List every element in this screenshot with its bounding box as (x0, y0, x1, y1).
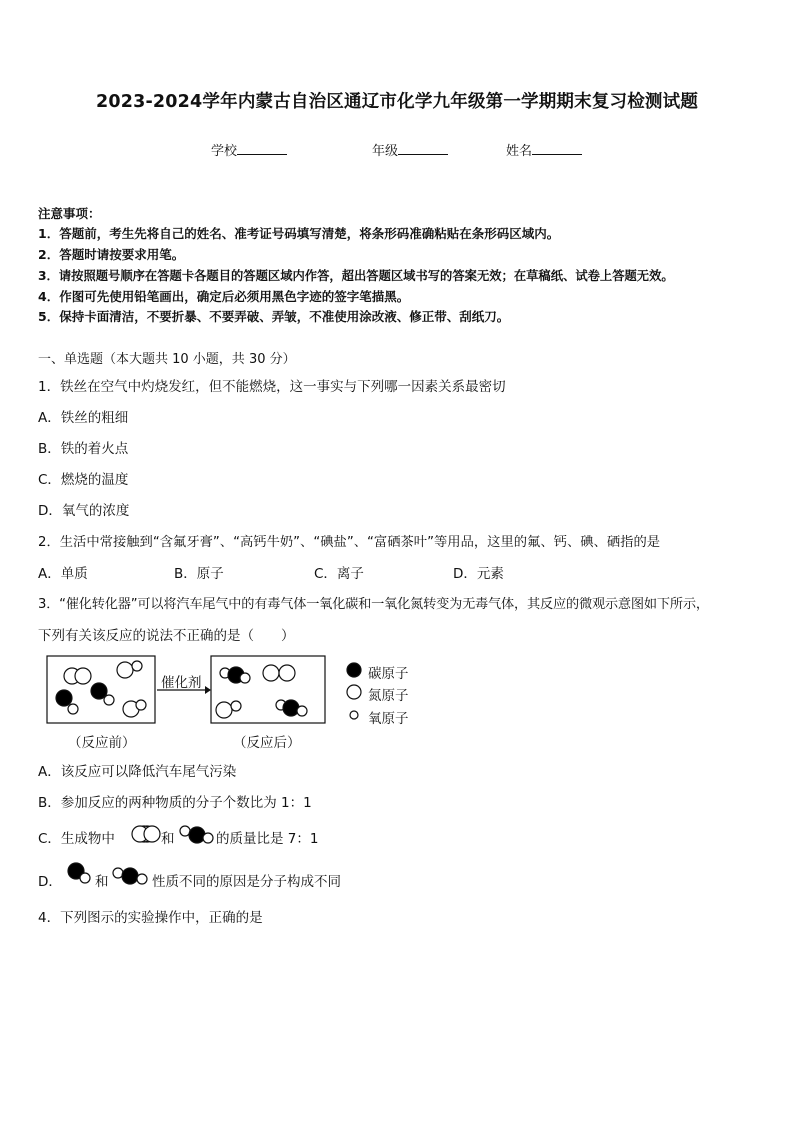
q2-option-b: B．原子 (174, 566, 224, 582)
school-label: 学校 (211, 144, 238, 159)
name-label: 姓名 (506, 144, 533, 159)
q3-option-c-suffix: 的质量比是 7：1 (216, 831, 319, 847)
q3-option-d-prefix: D． (38, 874, 62, 890)
q1-option-d: D．氧气的浓度 (38, 503, 130, 519)
before-label: （反应前） (68, 735, 136, 751)
q3-option-d-and: 和 (95, 874, 109, 890)
q2-option-a: A．单质 (38, 566, 88, 582)
q3-stem-line2: 下列有关该反应的说法不正确的是（ ） (38, 628, 295, 644)
q4-stem: 4．下列图示的实验操作中，正确的是 (38, 910, 263, 926)
note-item: 3．请按照题号顺序在答题卡各题目的答题区域内作答，超出答题区域书写的答案无效；在草稿纸、试卷上答题无效。 (38, 269, 674, 283)
legend-nitrogen: 氮原子 (368, 688, 409, 704)
page-title: 2023-2024学年内蒙古自治区通辽市化学九年级第一学期期末复习检测试题 (95, 92, 699, 112)
q2-option-c: C．离子 (314, 566, 364, 582)
legend-oxygen: 氧原子 (368, 711, 409, 727)
q1-option-b: B．铁的着火点 (38, 441, 129, 457)
catalyst-label: 催化剂 (161, 675, 202, 691)
q1-stem: 1．铁丝在空气中灼烧发红，但不能燃烧，这一事实与下列哪一因素关系最密切 (38, 379, 506, 395)
q3-option-c-and: 和 (161, 831, 175, 847)
note-item: 5．保持卡面清洁，不要折暴、不要弄破、弄皱，不准使用涂改液、修正带、刮纸刀。 (38, 309, 510, 324)
section-heading: 一、单选题（本大题共 10 小题，共 30 分） (38, 352, 296, 367)
grade-label: 年级 (372, 144, 399, 159)
q2-stem: 2．生活中常接触到“含氟牙膏”、“高钙牛奶”、“碘盐”、“富硒茶叶”等用品，这里的氟、钙、碘、硒指的是 (38, 535, 661, 550)
note-item: 2．答题时请按要求用笔。 (38, 247, 185, 262)
after-label: （反应后） (233, 735, 301, 751)
q3-option-d-suffix: 性质不同的原因是分子构成不同 (152, 874, 341, 890)
q1-option-a: A．铁丝的粗细 (38, 410, 129, 426)
q3-option-c-prefix: C．生成物中 (38, 831, 115, 847)
arrow-head (205, 686, 211, 694)
q3-option-b: B．参加反应的两种物质的分子个数比为 1：1 (38, 795, 312, 811)
legend-carbon: 碳原子 (368, 666, 409, 682)
q2-option-d: D．元素 (453, 566, 504, 582)
q1-option-c: C．燃烧的温度 (38, 472, 129, 488)
notes-heading: 注意事项： (38, 206, 101, 221)
q3-option-a: A．该反应可以降低汽车尾气污染 (38, 764, 237, 780)
note-item: 4．作图可先使用铅笔画出，确定后必须用黑色字迹的签字笔描黑。 (38, 289, 410, 304)
note-item: 1．答题前，考生先将自己的姓名、准考证号码填写清楚，将条形码准确粘贴在条形码区域内。 (38, 226, 560, 241)
q3-stem-line1: 3．“催化转化器”可以将汽车尾气中的有毒气体一氧化碳和一氧化氮转变为无毒气体，其反应的微观示意图如下所示， (38, 597, 709, 612)
